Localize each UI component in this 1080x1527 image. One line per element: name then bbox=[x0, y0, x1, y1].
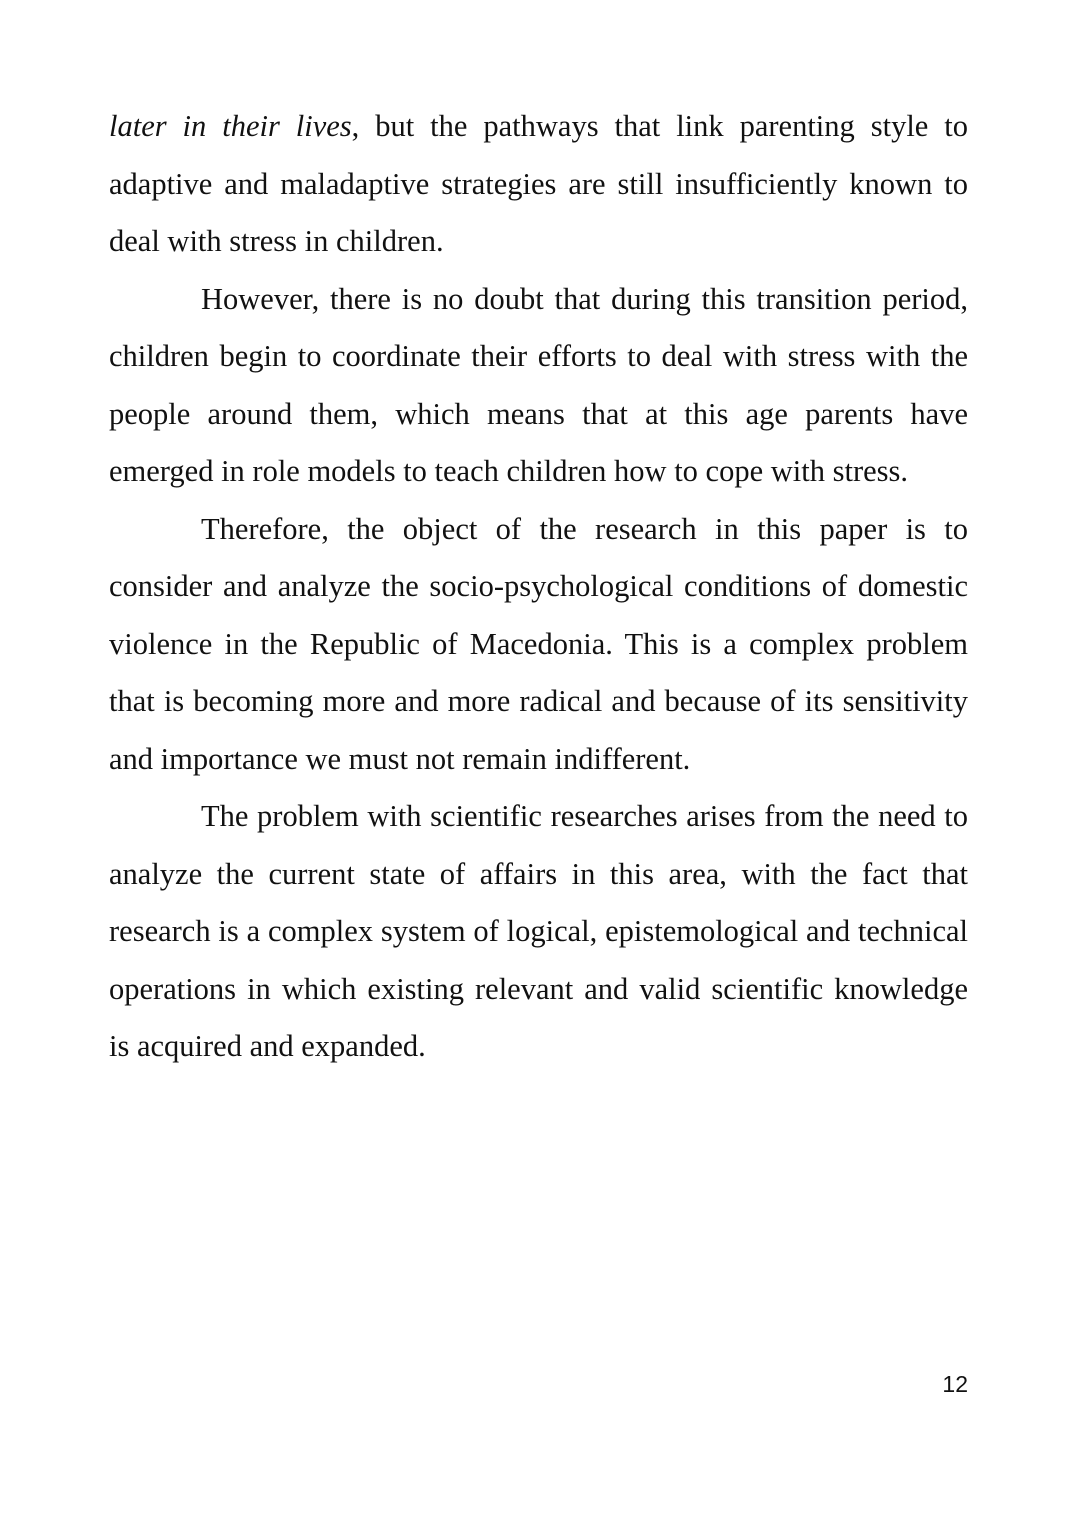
page-number: 12 bbox=[942, 1371, 968, 1397]
paragraph-continuation bbox=[109, 98, 968, 271]
body-text bbox=[109, 98, 968, 1076]
paragraph-research-problem: The problem with scientific researches arises from the need to analyze the current state of affairs in this area, with the fact that research is a complex system of logical, epistemological and technical operations in which existing relevant and valid scientific knowledge is acquired and expanded. bbox=[109, 799, 968, 1063]
paragraph-transition-period: However, there is no doubt that during this transition period, children begin to coordinate their efforts to deal with stress with the people around them, which means that at this age parents have emerged in role models to teach children how to cope with stress. bbox=[109, 281, 968, 488]
paragraph-research-object: Therefore, the object of the research in this paper is to consider and analyze the socio-psychological conditions of domestic violence in the Republic of Macedonia. This is a complex problem that is becoming more and more radical and because of its sensitivity and importance we must not remain indifferent. bbox=[109, 511, 968, 776]
paragraph-text: , but the pathways that link parenting style to adaptive and maladaptive strategies are still insufficiently known to deal with stress in children. bbox=[109, 109, 968, 258]
italic-phrase: later in their lives bbox=[109, 109, 352, 143]
